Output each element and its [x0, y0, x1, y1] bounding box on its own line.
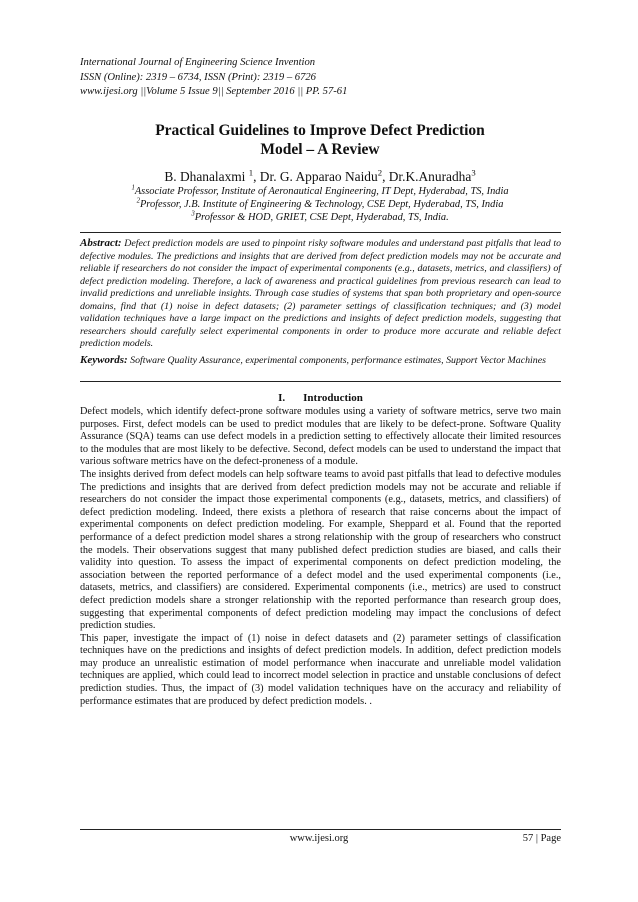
journal-issn: ISSN (Online): 2319 – 6734, ISSN (Print): 2319 – 6726: [80, 71, 316, 83]
affiliation-2-sup: 2: [136, 197, 140, 205]
author-1-name: B. Dhanalaxmi: [164, 169, 249, 184]
journal-name: International Journal of Engineering Science Invention: [80, 57, 316, 68]
affiliation-2-text: Professor, J.B. Institute of Engineering & Technology, CSE Dept, Hyderabad, TS, India: [139, 199, 504, 210]
keywords: [80, 354, 561, 368]
section-heading: [80, 391, 561, 405]
affiliation-1: [80, 185, 560, 198]
paper-title: [80, 121, 560, 159]
author-3-sup: 3: [471, 167, 476, 178]
author-2-sup: 2: [377, 167, 383, 178]
affiliation-3-text: Professor & HOD, GRIET, CSE Dept, Hyderabad, TS, India.: [194, 212, 449, 223]
author-1-sup: 1: [248, 167, 254, 178]
paragraph-3: This paper, investigate the impact of (1) noise in defect datasets and (2) parameter settings of classification techniques have on the predictions and insights of defect prediction models. In addition, defect prediction models may produce an unrealistic estimation of model performance when inaccurate and unreliable model validation techniques are applied, which could lead to incorrect model selection in practice and unstable conclusions of defect prediction studies. Thus, the impact of (3) model validation techniques have on the accuracy and reliability of performance estimates that are produced by defect prediction models. .: [80, 632, 561, 707]
abstract: [80, 237, 561, 351]
paper-title-line-1: Practical Guidelines to Improve Defect Prediction: [155, 122, 485, 139]
abstract-bottom-rule: [80, 381, 561, 382]
author-2-name: , Dr. G. Apparao Naidu: [253, 169, 378, 184]
paragraph-1: Defect models, which identify defect-prone software modules using a variety of software metrics, serve two main purposes. First, defect models can be used to predict modules that are likely to be defect-prone. Software Quality Assurance (SQA) teams can use defect models in a prediction setting to effectively allocate their limited resources to the modules that are most likely to be defective. Second, defect models can be used to understand the impact that various software metrics have on the defect-proneness of a module.: [80, 406, 561, 468]
author-list: [80, 168, 560, 185]
affiliation-list: [80, 185, 560, 224]
author-3-name: , Dr.K.Anuradha: [382, 169, 472, 184]
affiliation-1-text: Associate Professor, Institute of Aeronautical Engineering, IT Dept, Hyderabad, TS, India: [134, 186, 509, 197]
paper-title-line-2: Model – A Review: [260, 141, 380, 158]
journal-header: [80, 56, 560, 100]
section-number: I.: [278, 392, 286, 404]
section-title: Introduction: [303, 392, 363, 404]
keywords-label: Keywords:: [80, 354, 128, 366]
footer-url: www.ijesi.org: [289, 833, 349, 844]
body-text: [80, 406, 561, 708]
abstract-label: Abstract:: [80, 237, 122, 249]
footer-page-number: 57 | Page: [522, 833, 561, 844]
affiliation-3-sup: 3: [191, 210, 195, 218]
journal-volume: www.ijesi.org ||Volume 5 Issue 9|| September 2016 || PP. 57-61: [80, 86, 348, 97]
paragraph-2: The insights derived from defect models can help software teams to avoid past pitfalls that lead to defective modules The predictions and insights that are derived from defect prediction models may not be accurate and reliable if researchers do not consider the impact those experimental components (e.g., datasets, metrics, and classifiers) of defect prediction modeling. Indeed, there exists a plethora of research that raise concerns about the impact of experimental components on defect prediction modeling. For example, Sheppard et al. Found that the reported performance of a defect prediction model shares a strong relationship with the group of researchers who construct the models. Their observations suggest that many published defect prediction studies are biased, and calls their validity into question. To assess the impact of experimental components on defect prediction modeling, the association between the reported performance of a defect model and the used experimental components (i.e., datasets, metrics, and classifiers) are considered. Experimental components (i.e., metrics) are used to construct defect prediction models share a stronger relationship with the reported performance than research group does, suggesting that experimental components of defect prediction modeling may impact the conclusions of defect prediction studies.: [80, 468, 561, 632]
affiliation-2: [80, 198, 560, 211]
keywords-text: Software Quality Assurance, experimental components, performance estimates, Support Vector Machines: [130, 355, 546, 366]
abstract-text: Defect prediction models are used to pinpoint risky software modules and understand past pitfalls that lead to defective modules. The predictions and insights that are derived from defect prediction models may not be accurate and reliable if researchers do not consider the impact of experimental components (e.g., datasets, metrics, and classifiers) of defect prediction modeling. Therefore, a lack of awareness and practical guidelines from previous research can lead to invalid predictions and unreliable insights. Through case studies of systems that span both proprietary and open-source domains, find that (1) noise in defect datasets; (2) parameter settings of classification techniques; and (3) model validation techniques have a large impact on the predictions and insights of defect prediction models, suggesting that researchers should carefully select experimental components in order to produce more accurate and reliable defect prediction models.: [80, 238, 562, 349]
abstract-top-rule: [80, 232, 561, 233]
affiliation-3: [80, 211, 560, 224]
affiliation-1-sup: 1: [131, 184, 135, 192]
footer-rule: [80, 829, 561, 830]
